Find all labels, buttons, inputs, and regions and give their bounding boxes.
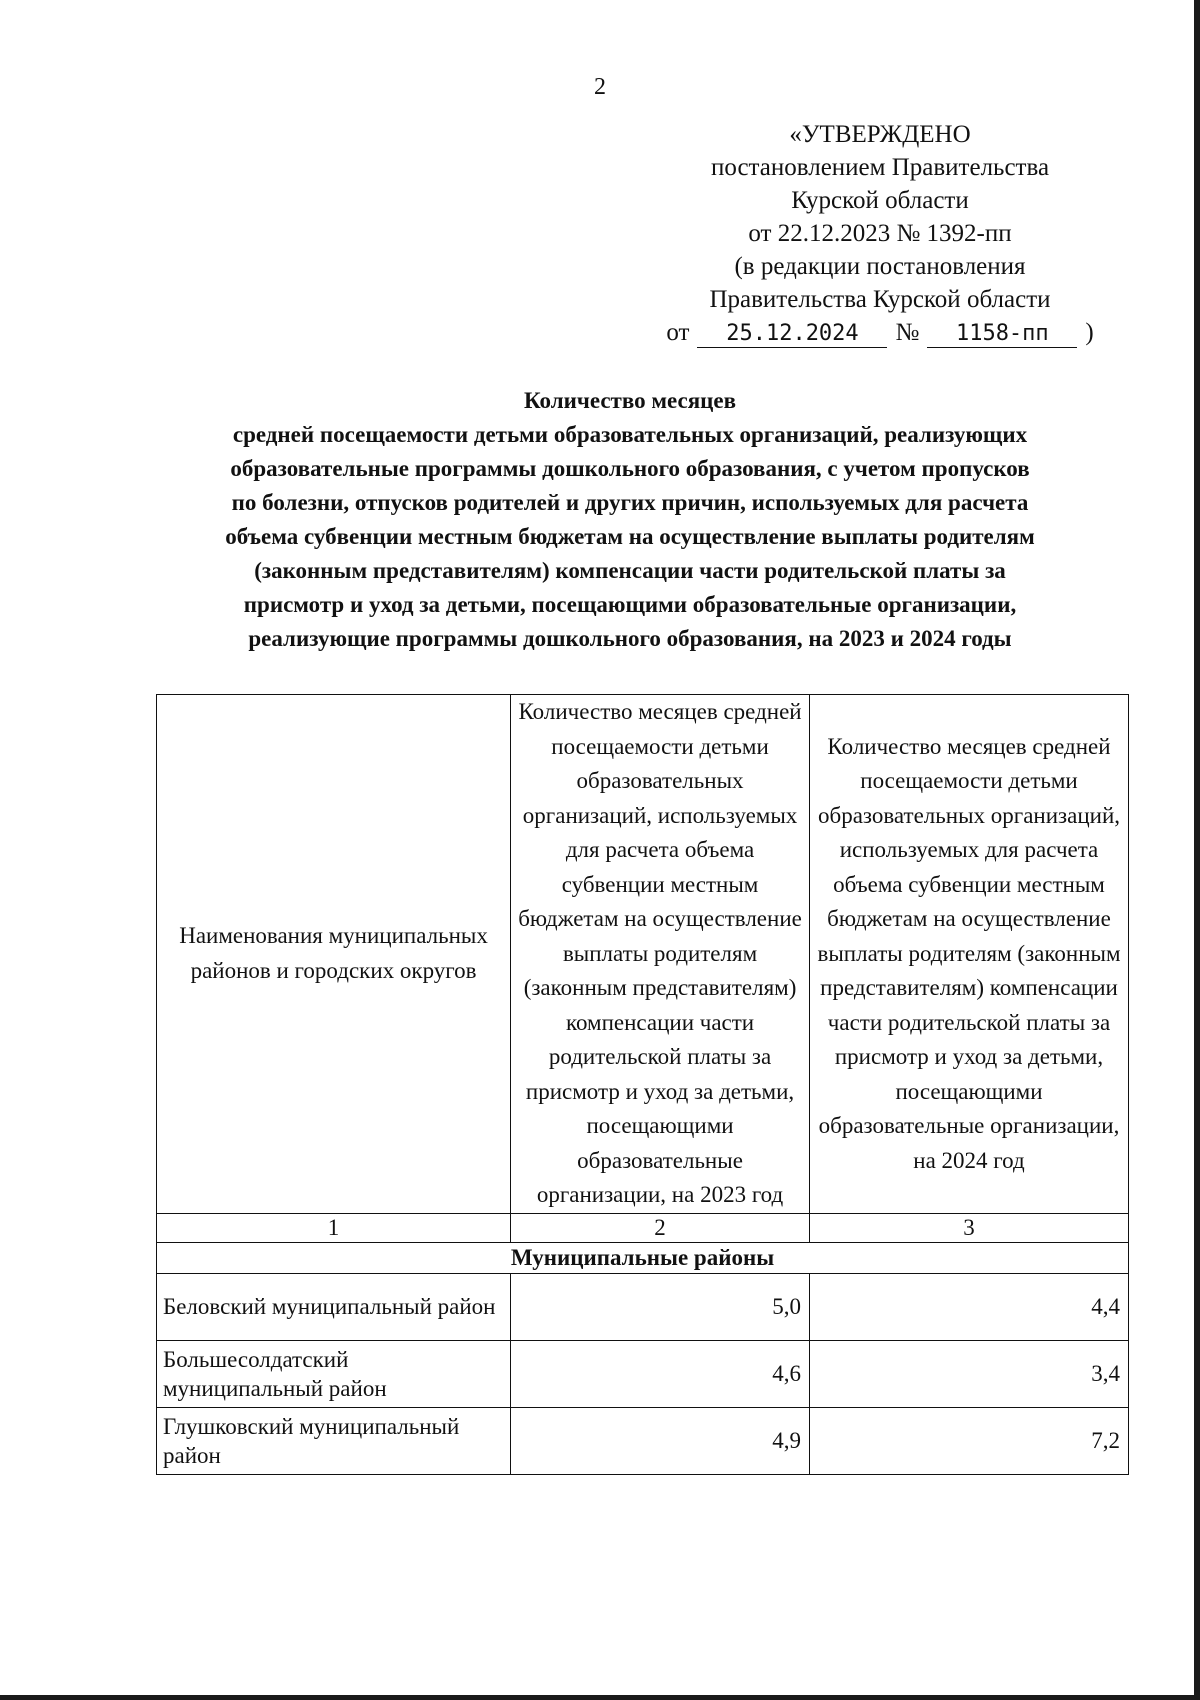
- value-2023: 4,6: [511, 1340, 810, 1407]
- column-index: 1: [157, 1213, 511, 1242]
- value-2023: 4,9: [511, 1407, 810, 1474]
- section-title: Муниципальные районы: [157, 1242, 1129, 1273]
- ref-number: 1158-пп: [927, 321, 1077, 348]
- column-index: 3: [810, 1213, 1129, 1242]
- municipality-name: Глушковский муниципальный район: [157, 1407, 511, 1474]
- title-line: средней посещаемости детьми образовательных организаций, реализующих: [232, 422, 1028, 447]
- municipality-name: Большесолдатский муниципальный район: [157, 1340, 511, 1407]
- table-row: [157, 1340, 1129, 1407]
- title-line: реализующие программы дошкольного образования, на 2023 и 2024 годы: [248, 626, 1012, 651]
- section-header-row: [157, 1242, 1129, 1273]
- approval-line: от 22.12.2023 № 1392-пп: [748, 220, 1012, 247]
- title-line: присмотр и уход за детьми, посещающими образовательные организации,: [243, 592, 1017, 617]
- scan-edge-right: [1194, 0, 1200, 1700]
- municipality-name: Беловский муниципальный район: [157, 1273, 511, 1340]
- amendment-reference: [640, 316, 1120, 349]
- approval-line: (в редакции постановления: [734, 253, 1026, 280]
- approval-line: постановлением Правительства: [710, 154, 1050, 181]
- value-2024: 7,2: [810, 1407, 1129, 1474]
- title-line: по болезни, отпусков родителей и других причин, используемых для расчета: [231, 490, 1029, 515]
- scan-edge-bottom: [0, 1695, 1200, 1700]
- page-number: 2: [594, 74, 606, 100]
- ref-date: 25.12.2024: [697, 321, 887, 348]
- approval-line: Правительства Курской области: [709, 286, 1051, 313]
- title-line: Количество месяцев: [523, 388, 737, 413]
- ref-number-sign: №: [895, 319, 920, 346]
- column-index: 2: [511, 1213, 810, 1242]
- approval-stamp-block: [640, 118, 1120, 349]
- title-line: (законным представителям) компенсации части родительской платы за: [254, 558, 1006, 583]
- value-2023: 5,0: [511, 1273, 810, 1340]
- approval-line: Курской области: [791, 187, 969, 214]
- ref-close: ): [1085, 319, 1094, 346]
- header-municipality-name: Наименования муниципальных районов и городских округов: [157, 695, 511, 1214]
- table-row: [157, 1407, 1129, 1474]
- value-2024: 3,4: [810, 1340, 1129, 1407]
- document-title: [150, 384, 1110, 656]
- column-index-row: [157, 1213, 1129, 1242]
- table-row: [157, 1273, 1129, 1340]
- header-months-2024: Количество месяцев средней посещаемости детьми образовательных организаций, используемых для расчета объема субвенции местным бюджетам на осуществление выплаты родителям (законным представителям) компенсации части родительской платы за присмотр и уход за детьми, посещающими образовательные организации, на 2024 год: [810, 695, 1129, 1214]
- title-line: образовательные программы дошкольного образования, с учетом пропусков: [230, 456, 1030, 481]
- header-months-2023: Количество месяцев средней посещаемости детьми образовательных организаций, используемых для расчета объема субвенции местным бюджетам на осуществление выплаты родителям (законным представителям) компенсации части родительской платы за присмотр и уход за детьми, посещающими образовательные организации, на 2023 год: [511, 695, 810, 1214]
- attendance-table: [156, 694, 1129, 1475]
- title-line: объема субвенции местным бюджетам на осуществление выплаты родителям: [225, 524, 1035, 549]
- value-2024: 4,4: [810, 1273, 1129, 1340]
- table-header-row: [157, 695, 1129, 1214]
- approval-line: «УТВЕРЖДЕНО: [789, 121, 971, 148]
- ref-prefix: от: [666, 319, 690, 346]
